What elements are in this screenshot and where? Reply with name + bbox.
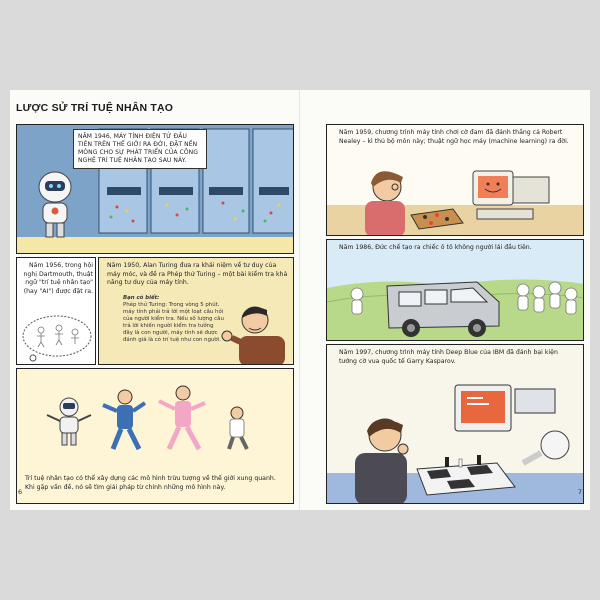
panel-1959 bbox=[326, 124, 584, 236]
panel-1956 bbox=[16, 257, 96, 365]
page-number-right: 7 bbox=[577, 488, 582, 496]
checkers-illustration bbox=[327, 125, 584, 236]
note-body: Phép thử Turing: Trong vòng 5 phút, máy tính phải trả lời một loạt câu hỏi của người kiểm tra. Nếu số lượng câu trả lời khiến người kiểm tra tưởng đây là con người, máy tính sẽ được đánh giá là có trí tuệ như con người. bbox=[123, 302, 224, 343]
panel-1986 bbox=[326, 239, 584, 341]
panel-1997 bbox=[326, 344, 584, 504]
turing-illustration bbox=[99, 258, 294, 365]
panel-ai-models bbox=[16, 368, 294, 504]
page-heading: LƯỢC SỬ TRÍ TUỆ NHÂN TẠO bbox=[16, 102, 174, 114]
driverless-car-illustration bbox=[327, 240, 584, 341]
left-page bbox=[10, 90, 300, 510]
garry-kasparov-figure bbox=[355, 419, 408, 504]
tai-chi-woman-pink bbox=[159, 386, 205, 449]
tai-chi-child bbox=[229, 407, 247, 449]
robot-icon bbox=[47, 398, 91, 445]
caption-1986: Năm 1986, Đức chế tạo ra chiếc ô tô không người lái đầu tiên. bbox=[339, 244, 532, 251]
deep-blue-illustration bbox=[327, 345, 584, 504]
panel-1950 bbox=[98, 257, 294, 365]
tai-chi-man-blue bbox=[103, 390, 145, 449]
thought-bubble-illustration bbox=[17, 258, 96, 365]
right-page bbox=[300, 90, 590, 510]
deep-blue-computer-icon bbox=[455, 385, 555, 431]
caption-1950: Năm 1950, Alan Turing đưa ra khái niệm về tư duy của máy móc, và đề ra Phép thử Turing – một bài kiểm tra khả năng tư duy của máy tính. bbox=[107, 262, 288, 287]
robert-nealey-figure bbox=[365, 171, 405, 236]
caption-1956: Năm 1956, trong hội nghị Dartmouth, thuật ngữ "trí tuệ nhân tạo" (hay "AI") được đặt ra. bbox=[23, 262, 93, 295]
caption-1959: Năm 1959, chương trình máy tính chơi cờ đam đã đánh thắng cả Robert Nealey – kì thủ bộ môn này; thuật ngữ học máy (machine learning) ra đời. bbox=[339, 129, 569, 145]
caption-1946: NĂM 1946, MÁY TÍNH ĐIỆN TỬ ĐẦU TIÊN TRÊN THẾ GIỚI RA ĐỜI, ĐẶT NỀN MÓNG CHO SỰ PHÁT TRIỂN CỦA CÔNG NGHỆ TRÍ TUỆ NHÂN TẠO SAU NÀY. bbox=[73, 129, 207, 169]
page-number-left: 6 bbox=[18, 488, 23, 496]
caption-ai-models: Trí tuệ nhân tạo có thể xây dựng các mô hình trừu tượng về thế giới xung quanh. Khi gặp vấn đề, nó sẽ tìm giải pháp từ chính những mô hình này. bbox=[25, 475, 276, 491]
robot-arm bbox=[523, 431, 569, 463]
note-title: Bạn có biết: bbox=[123, 295, 160, 301]
alan-turing-figure bbox=[222, 307, 285, 365]
caption-1997: Năm 1997, chương trình máy tính Deep Blue của IBM đã đánh bại kiện tướng cờ vua quốc tế Garry Kasparov. bbox=[339, 349, 558, 365]
panel-1946 bbox=[16, 124, 294, 254]
